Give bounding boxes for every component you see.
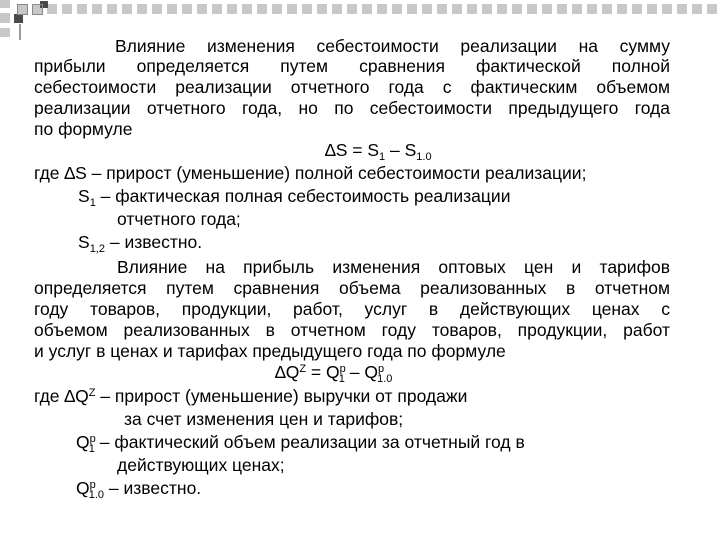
paragraph-1-line-5: по формуле [34,119,133,139]
paragraph-2-line-4: объемом реализованных в отчетном году товаров, продукции, работ [34,320,670,340]
paragraph-1-line-3: себестоимости реализации отчетного года с фактическим объемом [34,77,670,97]
definition-q1-continuation: действующих ценах; [117,455,285,475]
definition-s1-continuation: отчетного года; [117,209,241,229]
decorative-squares [0,0,720,40]
definition-q10: $Q^p_{1.0}$ – известно. [76,478,202,501]
paragraph-1-line-2: прибыли определяется путем сравнения фактической полной [34,56,670,76]
paragraph-1-line-1: Влияние изменения себестоимости реализации на сумму [115,36,670,56]
formula-delta-s: $\Delta S = S_1 - S_{1.0}$ [325,140,432,163]
paragraph-2-line-2: определяется путем сравнения объема реализованных в отчетном [34,278,670,298]
definition-delta-s: где ∆S – прирост (уменьшение) полной себестоимости реализации; [34,163,587,183]
definition-s12: $S_{1,2}$ – известно. [78,232,203,255]
formula-lhs: S = S [335,140,380,160]
definition-q1: $Q^p_1$ – фактический объем реализации за отчетный год в [76,432,525,455]
formula-delta-q: $\Delta Q^Z = Q^p_1 - Q^p_{1.0}$ [275,362,393,385]
paragraph-1-line-4: реализации отчетного года, но по себестоимости предыдущего года [34,98,670,118]
delta-symbol: ∆ [325,140,336,160]
paragraph-2-line-5: и услуг в ценах и тарифах предыдущего года по формуле [34,341,506,361]
definition-s1: $S_1$ – фактическая полная себестоимость реализации [78,186,511,209]
definition-delta-q: где $\Delta Q^Z$ – прирост (уменьшение) выручки от продажи [34,386,468,406]
definition-delta-q-continuation: за счет изменения цен и тарифов; [124,409,404,429]
paragraph-2-line-3: году товаров, продукции, работ, услуг в действующих ценах с [34,299,670,319]
paragraph-2-line-1: Влияние на прибыль изменения оптовых цен и тарифов [117,257,670,277]
